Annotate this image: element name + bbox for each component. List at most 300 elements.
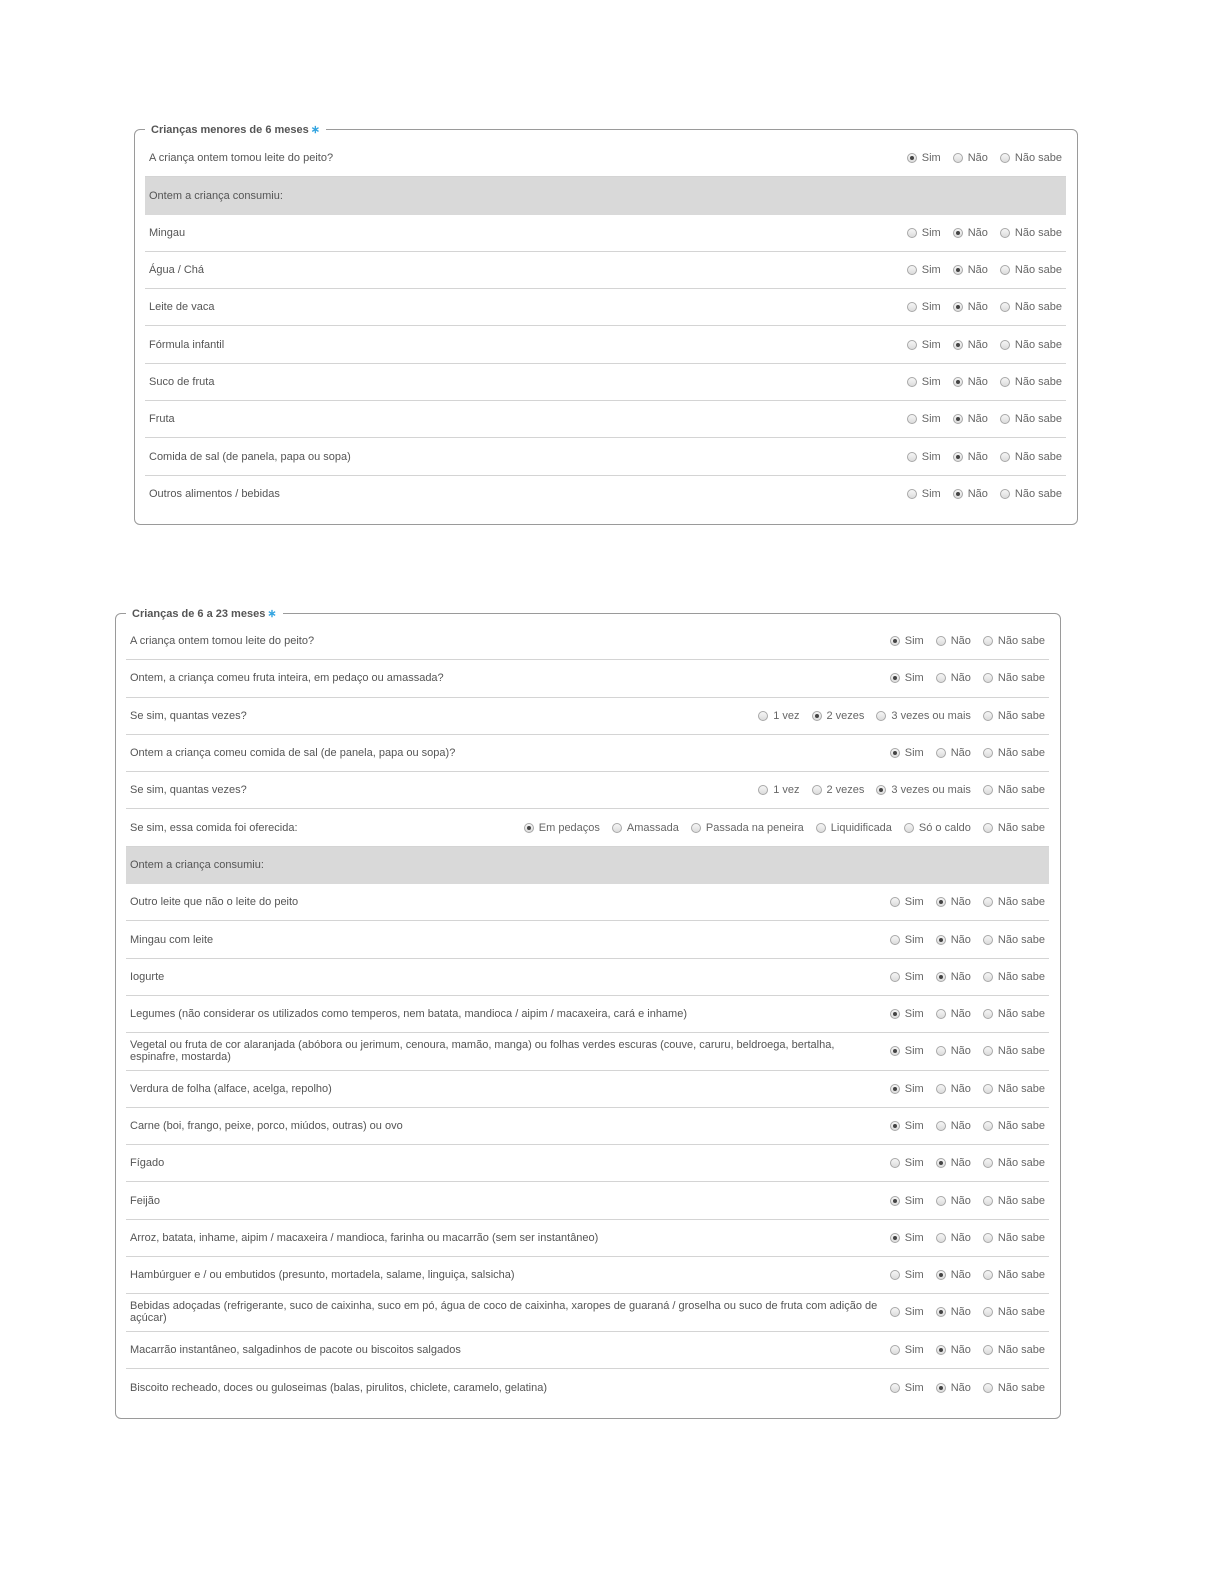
radio-option-nao-sabe[interactable] [983,784,1045,796]
radio-option-nao[interactable] [936,1008,971,1020]
radio-option-label: Em pedaços [538,821,600,834]
radio-option-label: Não sabe [997,1045,1045,1058]
question-label: Hambúrguer e / ou embutidos (presunto, mortadela, salame, linguiça, salsicha) [130,1269,515,1282]
radio-option-label: Sim [921,413,941,426]
radio-option-label: Não sabe [997,1269,1045,1282]
radio-unchecked-icon[interactable] [936,636,946,646]
radio-unchecked-icon[interactable] [1000,340,1010,350]
radio-unchecked-icon[interactable] [1000,489,1010,499]
radio-option-nao-sabe[interactable] [983,1269,1045,1281]
radio-option-nao-sabe[interactable] [983,1306,1045,1318]
radio-unchecked-icon[interactable] [936,1233,946,1243]
radio-group [878,1195,1049,1207]
radio-checked-icon[interactable] [890,636,900,646]
radio-unchecked-icon[interactable] [907,489,917,499]
radio-option-nao[interactable] [953,451,988,463]
radio-option-label: Não [950,1008,971,1021]
radio-option-3-vezes-ou-mais[interactable] [876,710,970,722]
question-label: Se sim, essa comida foi oferecida: [130,821,298,834]
question-label: Fórmula infantil [149,338,225,351]
radio-unchecked-icon[interactable] [983,1046,993,1056]
radio-unchecked-icon[interactable] [936,748,946,758]
radio-unchecked-icon[interactable] [983,1233,993,1243]
radio-option-label: Sim [904,933,924,946]
radio-option-sim[interactable] [890,1045,924,1057]
radio-option-nao[interactable] [953,339,988,351]
radio-unchecked-icon[interactable] [983,673,993,683]
radio-option-nao[interactable] [936,1344,971,1356]
radio-option-sim[interactable] [890,1157,924,1169]
radio-option-label: Sim [904,1343,924,1356]
radio-unchecked-icon[interactable] [758,711,768,721]
question-label: Bebidas adoçadas (refrigerante, suco de caixinha, suco em pó, água de coco de caixinha, xaropes de guaraná / groselha ou suco de fruta com adição de açúcar) [130,1300,878,1325]
radio-option-label: Não sabe [997,896,1045,909]
radio-checked-icon[interactable] [890,1121,900,1131]
question-row [126,1220,1049,1257]
radio-unchecked-icon[interactable] [983,1270,993,1280]
radio-checked-icon[interactable] [953,414,963,424]
subheader-row [145,177,1066,214]
radio-unchecked-icon[interactable] [983,1196,993,1206]
radio-group [878,1306,1049,1318]
radio-option-label: Não sabe [997,1120,1045,1132]
radio-option-nao[interactable] [936,1382,971,1394]
radio-unchecked-icon[interactable] [983,1307,993,1317]
radio-unchecked-icon[interactable] [907,228,917,238]
radio-option-label: Não [967,338,988,351]
radio-option-nao-sabe[interactable] [1000,152,1062,164]
radio-option-2-vezes[interactable] [812,710,865,722]
question-row [126,660,1049,697]
radio-option-nao[interactable] [936,1232,971,1244]
radio-option-3-vezes-ou-mais[interactable] [876,784,970,796]
radio-group [878,747,1049,759]
radio-option-sim[interactable] [907,488,941,500]
radio-option-label: Não sabe [1014,152,1062,165]
radio-option-label: Não sabe [997,1343,1045,1356]
radio-option-label: Sim [904,1120,924,1132]
radio-option-nao-sabe[interactable] [983,1120,1045,1132]
radio-unchecked-icon[interactable] [983,1121,993,1131]
radio-unchecked-icon[interactable] [907,452,917,462]
radio-option-nao[interactable] [936,1120,971,1132]
radio-option-sim[interactable] [890,1344,924,1356]
question-row [126,1033,1049,1070]
question-row [126,1071,1049,1108]
question-row [145,476,1066,513]
radio-unchecked-icon[interactable] [983,1158,993,1168]
radio-option-1-vez[interactable] [758,710,799,722]
radio-checked-icon[interactable] [936,1383,946,1393]
radio-checked-icon[interactable] [936,1307,946,1317]
radio-option-nao[interactable] [936,1195,971,1207]
radio-checked-icon[interactable] [890,1233,900,1243]
radio-unchecked-icon[interactable] [904,823,914,833]
radio-option-label: Não [950,970,971,983]
radio-option-nao-sabe[interactable] [983,672,1045,684]
radio-option-sim[interactable] [890,1120,924,1132]
radio-option-nao[interactable] [953,301,988,313]
radio-option-label: Amassada [626,821,679,834]
radio-option-nao-sabe[interactable] [1000,451,1062,463]
radio-checked-icon[interactable] [907,153,917,163]
radio-option-nao-sabe[interactable] [983,934,1045,946]
radio-option-so-o-caldo[interactable] [904,822,971,834]
radio-group [895,339,1066,351]
radio-checked-icon[interactable] [936,1158,946,1168]
radio-unchecked-icon[interactable] [907,340,917,350]
radio-unchecked-icon[interactable] [890,1307,900,1317]
radio-checked-icon[interactable] [890,748,900,758]
radio-checked-icon[interactable] [936,935,946,945]
radio-option-nao-sabe[interactable] [1000,227,1062,239]
radio-checked-icon[interactable] [936,897,946,907]
radio-option-label: Sim [904,896,924,909]
radio-option-sim[interactable] [890,1306,924,1318]
radio-option-nao[interactable] [936,1269,971,1281]
question-row [145,252,1066,289]
radio-option-sim[interactable] [890,1269,924,1281]
radio-option-amassada[interactable] [612,822,679,834]
radio-option-nao-sabe[interactable] [983,710,1045,722]
radio-option-passada-na-peneira[interactable] [691,822,804,834]
radio-option-label: Liquidificada [830,821,892,834]
question-row [145,289,1066,326]
radio-option-nao-sabe[interactable] [983,822,1045,834]
radio-unchecked-icon[interactable] [936,1121,946,1131]
radio-checked-icon[interactable] [953,228,963,238]
question-row [145,401,1066,438]
radio-unchecked-icon[interactable] [612,823,622,833]
radio-option-2-vezes[interactable] [812,784,865,796]
radio-unchecked-icon[interactable] [907,414,917,424]
radio-option-label: Sim [921,450,941,463]
radio-option-label: Não [967,413,988,426]
radio-option-label: Não [950,1194,971,1207]
radio-unchecked-icon[interactable] [890,897,900,907]
radio-option-nao[interactable] [936,971,971,983]
radio-option-label: Sim [904,672,924,685]
radio-option-sim[interactable] [890,896,924,908]
radio-checked-icon[interactable] [936,972,946,982]
radio-unchecked-icon[interactable] [816,823,826,833]
radio-option-liquidificada[interactable] [816,822,892,834]
radio-unchecked-icon[interactable] [936,1009,946,1019]
radio-option-em-pedacos[interactable] [524,822,600,834]
radio-option-sim[interactable] [890,1008,924,1020]
subheader-row [126,847,1049,884]
radio-checked-icon[interactable] [890,1196,900,1206]
radio-unchecked-icon[interactable] [890,1345,900,1355]
radio-group [878,672,1049,684]
radio-group [895,451,1066,463]
radio-option-nao-sabe[interactable] [983,1232,1045,1244]
radio-group [878,1083,1049,1095]
radio-unchecked-icon[interactable] [1000,265,1010,275]
radio-unchecked-icon[interactable] [983,636,993,646]
radio-option-nao[interactable] [953,413,988,425]
radio-option-label: Sim [921,226,941,239]
radio-option-nao-sabe[interactable] [983,747,1045,759]
radio-option-sim[interactable] [907,339,941,351]
radio-option-label: Não sabe [1014,450,1062,463]
radio-unchecked-icon[interactable] [983,972,993,982]
radio-group [895,301,1066,313]
radio-group [878,1232,1049,1244]
radio-option-nao[interactable] [953,264,988,276]
radio-unchecked-icon[interactable] [983,823,993,833]
radio-group [895,488,1066,500]
radio-option-nao[interactable] [936,1045,971,1057]
radio-option-label: Não sabe [997,672,1045,685]
section-under-6-months-rows [145,140,1066,513]
question-row [126,1145,1049,1182]
radio-checked-icon[interactable] [890,673,900,683]
radio-option-sim[interactable] [890,635,924,647]
radio-option-sim[interactable] [907,227,941,239]
radio-option-nao-sabe[interactable] [983,1195,1045,1207]
radio-option-label: Não sabe [997,970,1045,983]
radio-option-label: Não [950,1381,971,1394]
radio-option-label: Sim [904,1082,924,1095]
radio-option-sim[interactable] [890,1232,924,1244]
radio-option-nao[interactable] [936,635,971,647]
radio-option-label: Não sabe [997,1194,1045,1207]
radio-option-nao-sabe[interactable] [1000,376,1062,388]
radio-option-nao-sabe[interactable] [983,971,1045,983]
radio-option-label: Não sabe [997,1306,1045,1319]
radio-unchecked-icon[interactable] [907,377,917,387]
question-row [145,364,1066,401]
radio-unchecked-icon[interactable] [907,302,917,312]
radio-unchecked-icon[interactable] [890,1383,900,1393]
radio-option-nao[interactable] [936,1157,971,1169]
radio-option-label: Não sabe [1014,488,1062,501]
radio-unchecked-icon[interactable] [953,153,963,163]
radio-option-nao-sabe[interactable] [983,1083,1045,1095]
radio-unchecked-icon[interactable] [890,1158,900,1168]
radio-option-label: Não sabe [997,1157,1045,1170]
radio-unchecked-icon[interactable] [758,785,768,795]
radio-option-label: Não [950,896,971,909]
radio-option-label: Não [967,301,988,314]
question-label: Água / Chá [149,264,205,277]
question-row [126,996,1049,1033]
radio-unchecked-icon[interactable] [890,972,900,982]
radio-option-label: Sim [904,635,924,648]
radio-checked-icon[interactable] [953,377,963,387]
radio-option-nao-sabe[interactable] [983,1157,1045,1169]
radio-option-label: Passada na peneira [705,821,804,834]
radio-unchecked-icon[interactable] [983,1345,993,1355]
radio-option-label: Não [950,1231,971,1244]
radio-option-sim[interactable] [890,1382,924,1394]
radio-option-nao-sabe[interactable] [1000,413,1062,425]
radio-unchecked-icon[interactable] [907,265,917,275]
radio-group [878,1120,1049,1132]
radio-group [878,1269,1049,1281]
question-row [126,1332,1049,1369]
radio-unchecked-icon[interactable] [890,935,900,945]
radio-option-nao-sabe[interactable] [983,1344,1045,1356]
radio-option-nao-sabe[interactable] [1000,264,1062,276]
radio-option-nao[interactable] [953,376,988,388]
radio-option-sim[interactable] [890,1083,924,1095]
radio-option-nao[interactable] [953,488,988,500]
question-label: Mingau com leite [130,933,214,946]
radio-unchecked-icon[interactable] [936,673,946,683]
radio-option-sim[interactable] [907,451,941,463]
question-label: Ontem a criança comeu comida de sal (de panela, papa ou sopa)? [130,747,456,760]
radio-option-sim[interactable] [907,413,941,425]
radio-option-label: Não sabe [1014,301,1062,314]
question-label: Iogurte [130,970,165,983]
section-title: Crianças de 6 a 23 meses ∗ [132,608,277,620]
radio-unchecked-icon[interactable] [1000,414,1010,424]
question-row [126,1257,1049,1294]
radio-unchecked-icon[interactable] [983,1383,993,1393]
radio-checked-icon[interactable] [953,302,963,312]
radio-group [878,971,1049,983]
radio-option-nao[interactable] [936,896,971,908]
radio-option-nao[interactable] [936,747,971,759]
radio-option-sim[interactable] [890,971,924,983]
radio-checked-icon[interactable] [953,265,963,275]
radio-option-label: Sim [921,375,941,388]
radio-option-label: Não [950,747,971,760]
question-row [126,1294,1049,1331]
radio-unchecked-icon[interactable] [1000,302,1010,312]
radio-option-label: Não [967,488,988,501]
radio-option-nao-sabe[interactable] [1000,301,1062,313]
radio-option-nao-sabe[interactable] [983,1008,1045,1020]
radio-option-label: Sim [921,338,941,351]
radio-option-nao-sabe[interactable] [983,1382,1045,1394]
question-row [126,735,1049,772]
question-label: Se sim, quantas vezes? [130,709,247,722]
radio-checked-icon[interactable] [890,1084,900,1094]
radio-option-label: Não sabe [1014,375,1062,388]
radio-unchecked-icon[interactable] [983,748,993,758]
radio-unchecked-icon[interactable] [1000,452,1010,462]
radio-option-sim[interactable] [907,301,941,313]
question-label: Comida de sal (de panela, papa ou sopa) [149,450,351,463]
question-label: Legumes (não considerar os utilizados como temperos, nem batata, mandioca / aipim / macaxeira, cará e inhame) [130,1008,687,1021]
radio-option-label: Não [950,933,971,946]
radio-option-nao[interactable] [936,1083,971,1095]
radio-option-label: Não sabe [997,1008,1045,1021]
radio-option-label: Não sabe [1014,226,1062,239]
radio-option-nao-sabe[interactable] [1000,339,1062,351]
radio-option-label: Sim [904,1269,924,1282]
radio-checked-icon[interactable] [936,1345,946,1355]
radio-unchecked-icon[interactable] [983,1009,993,1019]
radio-option-label: Sim [904,970,924,983]
radio-option-label: Não [967,375,988,388]
radio-option-label: Não [950,1343,971,1356]
radio-option-nao-sabe[interactable] [983,896,1045,908]
radio-option-nao[interactable] [936,934,971,946]
radio-option-label: Sim [904,1008,924,1021]
question-row [145,326,1066,363]
radio-group [895,376,1066,388]
radio-unchecked-icon[interactable] [936,1046,946,1056]
radio-option-label: Sim [904,1045,924,1058]
radio-option-1-vez[interactable] [758,784,799,796]
subheader-label: Ontem a criança consumiu: [130,859,264,872]
radio-group [512,822,1049,834]
radio-checked-icon[interactable] [812,711,822,721]
radio-unchecked-icon[interactable] [1000,377,1010,387]
radio-unchecked-icon[interactable] [983,935,993,945]
question-label: Carne (boi, frango, peixe, porco, miúdos, outras) ou ovo [130,1120,403,1132]
radio-option-sim[interactable] [907,152,941,164]
radio-option-sim[interactable] [890,934,924,946]
radio-checked-icon[interactable] [876,785,886,795]
radio-unchecked-icon[interactable] [936,1196,946,1206]
radio-option-nao[interactable] [936,672,971,684]
radio-option-nao-sabe[interactable] [1000,488,1062,500]
radio-unchecked-icon[interactable] [876,711,886,721]
required-asterisk-icon: ∗ [310,124,320,136]
radio-option-nao[interactable] [953,152,988,164]
question-label: A criança ontem tomou leite do peito? [149,152,334,165]
question-row [126,772,1049,809]
radio-option-sim[interactable] [890,672,924,684]
question-label: Feijão [130,1194,160,1207]
radio-checked-icon[interactable] [953,489,963,499]
radio-checked-icon[interactable] [890,1046,900,1056]
radio-checked-icon[interactable] [953,340,963,350]
question-row [126,884,1049,921]
radio-option-label: Não [950,1157,971,1170]
radio-unchecked-icon[interactable] [691,823,701,833]
radio-group [895,152,1066,164]
radio-unchecked-icon[interactable] [983,785,993,795]
radio-checked-icon[interactable] [953,452,963,462]
radio-option-sim[interactable] [907,376,941,388]
radio-option-sim[interactable] [890,1195,924,1207]
radio-option-nao-sabe[interactable] [983,635,1045,647]
radio-option-label: Sim [904,1381,924,1394]
radio-option-label: Sim [904,1194,924,1207]
radio-option-nao[interactable] [953,227,988,239]
radio-option-nao-sabe[interactable] [983,1045,1045,1057]
radio-unchecked-icon[interactable] [983,711,993,721]
radio-unchecked-icon[interactable] [1000,228,1010,238]
radio-option-label: Não [967,152,988,165]
radio-checked-icon[interactable] [890,1009,900,1019]
radio-unchecked-icon[interactable] [936,1084,946,1094]
radio-option-sim[interactable] [890,747,924,759]
radio-option-nao[interactable] [936,1306,971,1318]
radio-unchecked-icon[interactable] [983,1084,993,1094]
radio-option-label: Não [950,1082,971,1095]
question-label: Biscoito recheado, doces ou guloseimas (balas, pirulitos, chiclete, caramelo, gelatina) [130,1381,547,1394]
question-label: A criança ontem tomou leite do peito? [130,635,315,648]
radio-checked-icon[interactable] [936,1270,946,1280]
radio-unchecked-icon[interactable] [890,1270,900,1280]
radio-unchecked-icon[interactable] [1000,153,1010,163]
radio-option-label: Sim [904,747,924,760]
radio-group [878,1382,1049,1394]
radio-option-sim[interactable] [907,264,941,276]
radio-unchecked-icon[interactable] [983,897,993,907]
question-label: Arroz, batata, inhame, aipim / macaxeira / mandioca, farinha ou macarrão (sem ser instantâneo) [130,1231,599,1244]
radio-checked-icon[interactable] [524,823,534,833]
subheader-label: Ontem a criança consumiu: [149,189,283,202]
radio-unchecked-icon[interactable] [812,785,822,795]
